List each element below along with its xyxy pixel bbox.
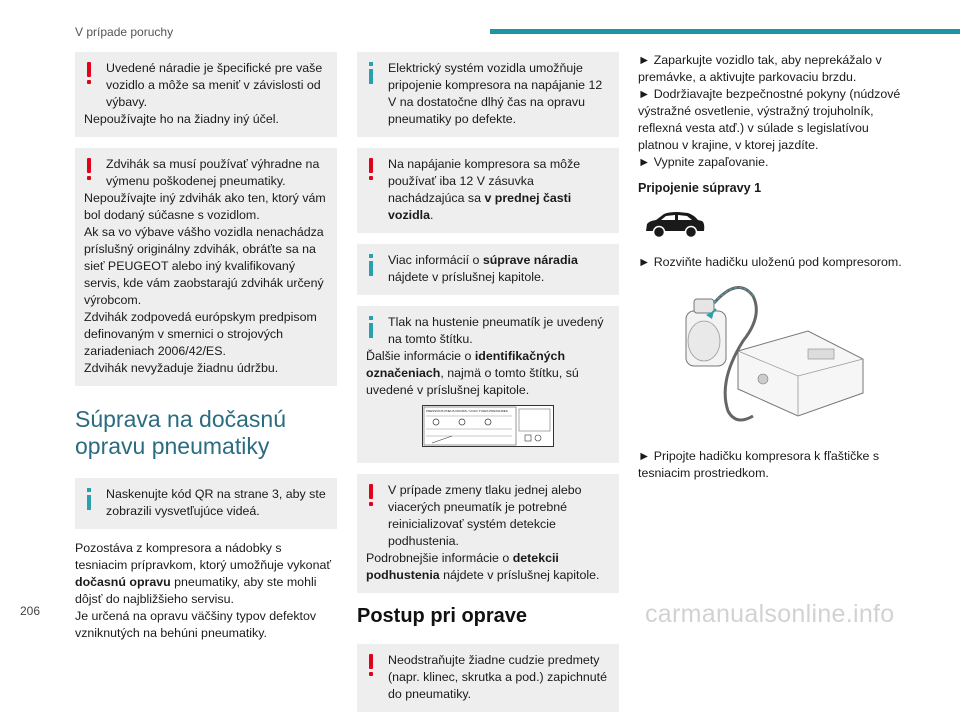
warning-icon	[84, 62, 94, 84]
info-text: Viac informácií o súprave náradia nájdete v príslušnej kapitole.	[388, 253, 578, 284]
warning-text: Zdvihák sa musí používať výhradne na výmenu poškodenej pneumatiky.	[106, 157, 320, 188]
tyre-pressure-label-image	[422, 405, 554, 452]
body-paragraph: Je určená na opravu väčšiny typov defektov vzniknutých na behúni pneumatiky.	[75, 609, 317, 640]
tyre-label-title: PRESSIONS PNEUS FROIDS / COLD TYRES PRESSURES	[426, 409, 508, 413]
warning-box-reinit	[357, 474, 619, 593]
info-box-electric	[357, 52, 619, 137]
column-2	[357, 52, 619, 723]
step-text: ► Vypnite zapaľovanie.	[638, 155, 769, 169]
warning-box-tools	[75, 52, 337, 137]
header-accent-bar	[490, 29, 960, 34]
warning-icon	[84, 158, 94, 180]
warning-icon	[366, 484, 376, 506]
info-text: Naskenujte kód QR na strane 3, aby ste zobrazili vysvetľujúce videá.	[106, 487, 326, 518]
warning-text: Nepoužívajte ho na žiadny iný účel.	[84, 112, 279, 126]
info-text: Elektrický systém vozidla umožňuje pripojenie kompresora na napájanie 12 V na dostatočne dlhý čas na opravu pneumatiky po defekte.	[388, 61, 603, 126]
warning-text: Na napájanie kompresora sa môže používať iba 12 V zásuvka nachádzajúca sa v prednej časti vozidla.	[388, 157, 581, 222]
info-icon	[366, 62, 376, 84]
subheading: Pripojenie súpravy 1	[638, 181, 762, 195]
warning-box-jack	[75, 148, 337, 386]
step-text: ► Pripojte hadičku kompresora k fľaštičke s tesniacim prostriedkom.	[638, 449, 880, 480]
column-1	[75, 52, 337, 642]
step-text: ► Zaparkujte vozidlo tak, aby neprekážalo v premávke, a aktivujte parkovaciu brzdu.	[638, 53, 882, 84]
column-3	[638, 52, 908, 482]
warning-box-socket	[357, 148, 619, 233]
warning-icon	[366, 654, 376, 676]
info-text: Ďalšie informácie o identifikačných označeniach, najmä o tomto štítku, sú uvedené v príslušnej kapitole.	[366, 349, 579, 397]
warning-text: Neodstraňujte žiadne cudzie predmety (napr. klinec, skrutka a pod.) zapichnuté do pneumatiky.	[388, 653, 608, 701]
warning-text: Podrobnejšie informácie o detekcii podhustenia nájdete v príslušnej kapitole.	[366, 551, 600, 582]
info-box-toolkit	[357, 244, 619, 295]
body-paragraph: Pozostáva z kompresora a nádobky s tesniacim prípravkom, ktorý umožňuje vykonať dočasnú opravu pneumatiky, aby ste mohli dôjsť do najbližšieho servisu.	[75, 541, 331, 606]
car-silhouette-icon	[644, 209, 908, 244]
section-title: V prípade poruchy	[75, 25, 174, 39]
info-box-qr	[75, 478, 337, 529]
page-number: 206	[20, 604, 41, 618]
warning-text: Zdvihák zodpovedá európskym predpisom definovaným v smernici o strojových zariadeniach 2006/42/ES.	[84, 310, 317, 358]
info-icon	[84, 488, 94, 510]
warning-text: Nepoužívajte iný zdvihák ako ten, ktorý vám bol dodaný súčasne s vozidlom.	[84, 191, 326, 222]
warning-text: Ak sa vo výbave vášho vozidla nenachádza príslušný originálny zdvihák, obráťte sa na sieť PEUGEOT alebo iný kvalifikovaný servis, kde vám zaobstarajú zdvihák určený výrobcom.	[84, 225, 324, 307]
watermark: carmanualsonline.info	[645, 600, 895, 628]
warning-text: V prípade zmeny tlaku jednej alebo viacerých pneumatík je potrebné reinicializovať systém detekcie podhustenia.	[388, 483, 582, 548]
step-text: ► Dodržiavajte bezpečnostné pokyny (núdzové výstražné osvetlenie, výstražný trojuholník, reflexná vesta atď.) v súlade s legislatívou platnou v krajine, v ktorej jazdíte.	[638, 87, 901, 152]
info-box-pressure	[357, 306, 619, 463]
step-text: ► Rozviňte hadičku uloženú pod kompresorom.	[638, 255, 902, 269]
warning-text: Uvedené náradie je špecifické pre vaše vozidlo a môže sa meniť v závislosti od výbavy.	[106, 61, 323, 109]
warning-box-foreign-objects	[357, 644, 619, 712]
info-icon	[366, 316, 376, 338]
section-heading: Postup pri oprave	[357, 605, 528, 627]
info-text: Tlak na hustenie pneumatík je uvedený na tomto štítku.	[388, 315, 604, 346]
compressor-illustration	[658, 281, 908, 436]
warning-text: Zdvihák nevyžaduje žiadnu údržbu.	[84, 361, 279, 375]
section-heading: Súprava na dočasnú opravu pneumatiky	[75, 406, 286, 459]
warning-icon	[366, 158, 376, 180]
info-icon	[366, 254, 376, 276]
